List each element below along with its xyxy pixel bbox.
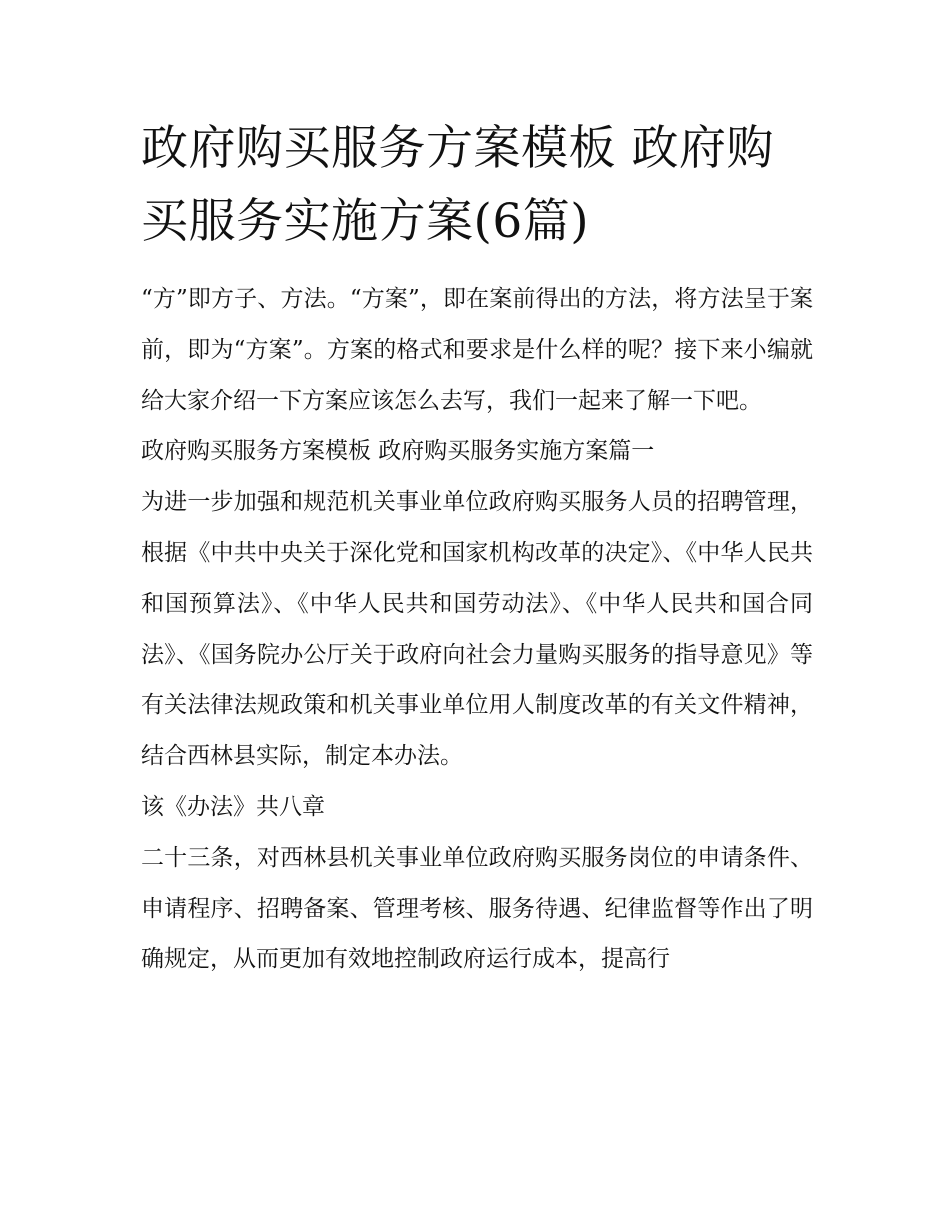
intro-paragraph: “方”即方子、方法。“方案”，即在案前得出的方法，将方法呈于案前，即为“方案”。方案的格式和要求是什么样的呢？接下来小编就给大家介绍一下方案应该怎么去写，我们一起来了解一下吧。 bbox=[141, 286, 813, 414]
body-paragraph: 该《办法》共八章 bbox=[141, 793, 325, 820]
document-title: 政府购买服务方案模板 政府购买服务实施方案(6篇) bbox=[141, 121, 774, 249]
body-paragraph: 为进一步加强和规范机关事业单位政府购买服务人员的招聘管理，根据《中共中央关于深化党和国家机构改革的决定》、《中华人民共和国预算法》、《中华人民共和国劳动法》、《中华人民共和国合同法》、《国务院办公厅关于政府向社会力量购买服务的指导意见》等有关法律法规政策和机关事业单位用人制度改革的有关文件精神，结合西林县实际，制定本办法。 bbox=[141, 489, 813, 770]
section-heading: 政府购买服务方案模板 政府购买服务实施方案篇一 bbox=[141, 438, 655, 465]
document-page bbox=[141, 112, 813, 985]
document-body bbox=[141, 274, 813, 985]
body-paragraph: 二十三条，对西林县机关事业单位政府购买服务岗位的申请条件、申请程序、招聘备案、管理考核、服务待遇、纪律监督等作出了明确规定，从而更加有效地控制政府运行成本，提高行 bbox=[141, 844, 813, 973]
